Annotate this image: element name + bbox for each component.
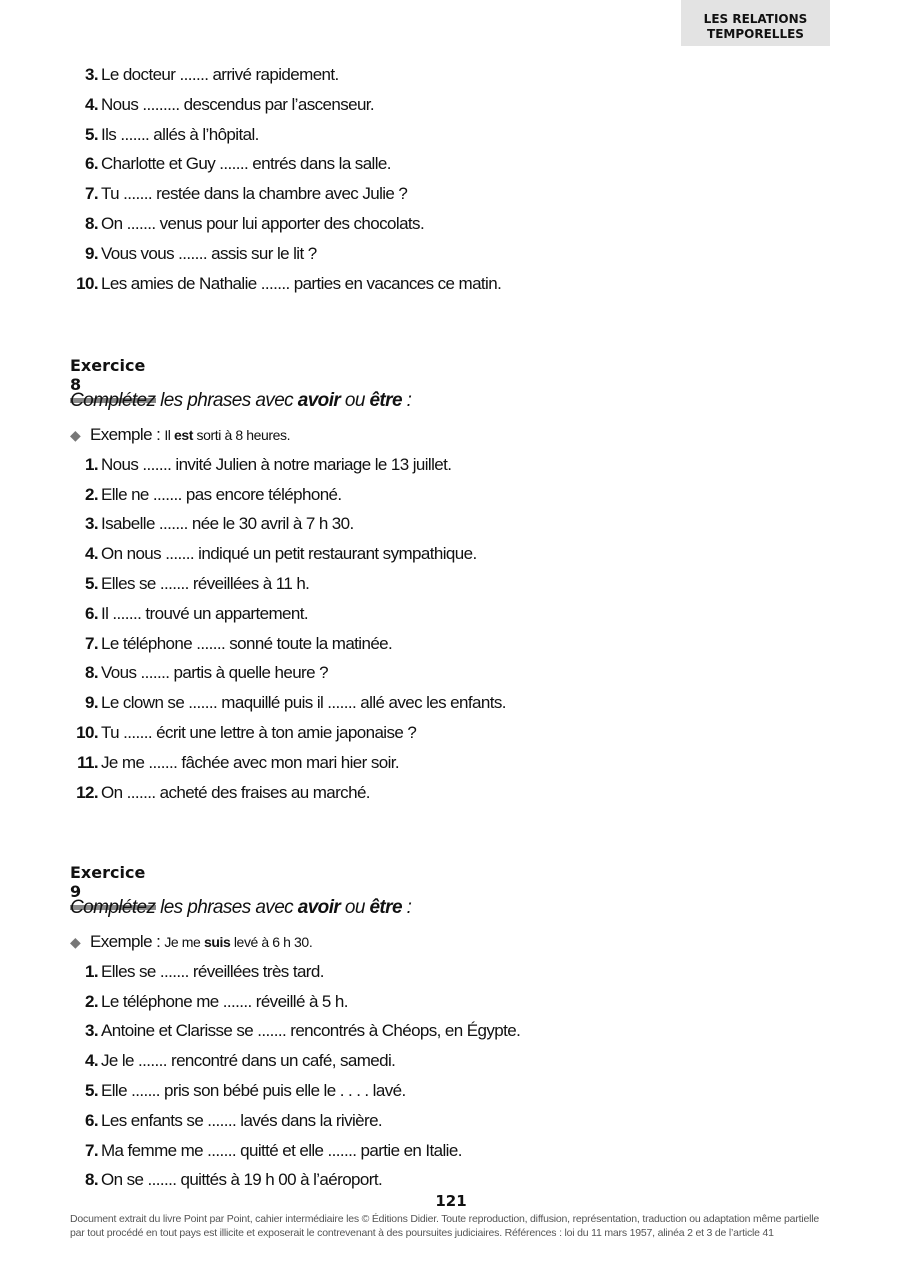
exercise-9-list (70, 931, 520, 1199)
exercise-8-example: ◆ Exemple : Il est sorti à 8 heures. (70, 425, 291, 444)
list-item: 7. Ma femme me ....... quitté et elle ....... partie en Italie. (85, 1140, 462, 1160)
exercise-9-instruction: Complétez les phrases avec avoir ou être : (70, 897, 412, 918)
previous-exercise-list (70, 64, 501, 302)
list-item: 3. Antoine et Clarisse se ....... rencontrés à Chéops, en Égypte. (85, 1021, 521, 1041)
list-item: 7. Le téléphone ....... sonné toute la matinée. (85, 633, 393, 653)
list-item: 5. Elles se ....... réveillées à 11 h. (85, 573, 310, 593)
list-item: 10. Les amies de Nathalie ....... parties en vacances ce matin. (76, 273, 502, 293)
copyright-footer: Document extrait du livre Point par Point, cahier intermédiaire les © Éditions Didier. Toute reproduction, diffusion, représentation, traduction ou adaptation même partielle par tout procédé en tout pays est illicite et exposerait le contrevenant à des poursuites judiciaires. Références : loi du 11 mars 1957, alinéa 2 et 3 de l’article 41 (70, 1213, 820, 1239)
list-item: 4. On nous ....... indiqué un petit restaurant sympathique. (85, 544, 477, 564)
list-item: 8. On se ....... quittés à 19 h 00 à l’aéroport. (85, 1170, 383, 1190)
list-item: 7. Tu ....... restée dans la chambre avec Julie ? (85, 184, 408, 204)
list-item: 3. Isabelle ....... née le 30 avril à 7 h 30. (85, 514, 354, 534)
list-item: 5. Ils ....... allés à l’hôpital. (85, 124, 259, 144)
chapter-header-line1: LES RELATIONS (703, 12, 808, 26)
list-item: 6. Les enfants se ....... lavés dans la rivière. (85, 1110, 383, 1130)
exercise-8-list (70, 424, 506, 811)
list-item: 11. Je me ....... fâchée avec mon mari hier soir. (77, 752, 400, 772)
list-item: 5. Elle ....... pris son bébé puis elle le . . . . lavé. (85, 1080, 406, 1100)
list-item: 6. Il ....... trouvé un appartement. (85, 603, 308, 623)
list-item: 8. Vous ....... partis à quelle heure ? (85, 663, 328, 683)
diamond-bullet-icon: ◆ (70, 934, 81, 950)
list-item: 6. Charlotte et Guy ....... entrés dans la salle. (85, 154, 391, 174)
list-item: 2. Le téléphone me ....... réveillé à 5 h. (85, 991, 348, 1011)
list-item: 2. Elle ne ....... pas encore téléphoné. (85, 484, 342, 504)
page-number: 121 (435, 1192, 467, 1210)
list-item: 9. Vous vous ....... assis sur le lit ? (85, 243, 317, 263)
list-item: 4. Nous ......... descendus par l’ascenseur. (85, 94, 375, 114)
list-item: 1. Nous ....... invité Julien à notre mariage le 13 juillet. (85, 454, 452, 474)
exercise-8-title: Exercice 8 (70, 356, 156, 403)
list-item: 1. Elles se ....... réveillées très tard. (85, 961, 324, 981)
chapter-header-line2: TEMPORELLES (707, 27, 804, 41)
diamond-bullet-icon: ◆ (70, 427, 81, 443)
chapter-header-tab (681, 0, 830, 46)
list-item: 3. Le docteur ....... arrivé rapidement. (85, 65, 339, 84)
list-item: 10. Tu ....... écrit une lettre à ton amie japonaise ? (76, 722, 417, 742)
exercise-9-example: ◆ Exemple : Je me suis levé à 6 h 30. (70, 932, 313, 951)
list-item: 9. Le clown se ....... maquillé puis il ....... allé avec les enfants. (85, 693, 506, 713)
list-item: 12. On ....... acheté des fraises au marché. (76, 782, 370, 802)
list-item: 8. On ....... venus pour lui apporter des chocolats. (85, 213, 425, 233)
exercise-9-title: Exercice 9 (70, 863, 156, 910)
exercise-8-instruction: Complétez les phrases avec avoir ou être : (70, 390, 412, 411)
list-item: 4. Je le ....... rencontré dans un café, samedi. (85, 1051, 396, 1071)
